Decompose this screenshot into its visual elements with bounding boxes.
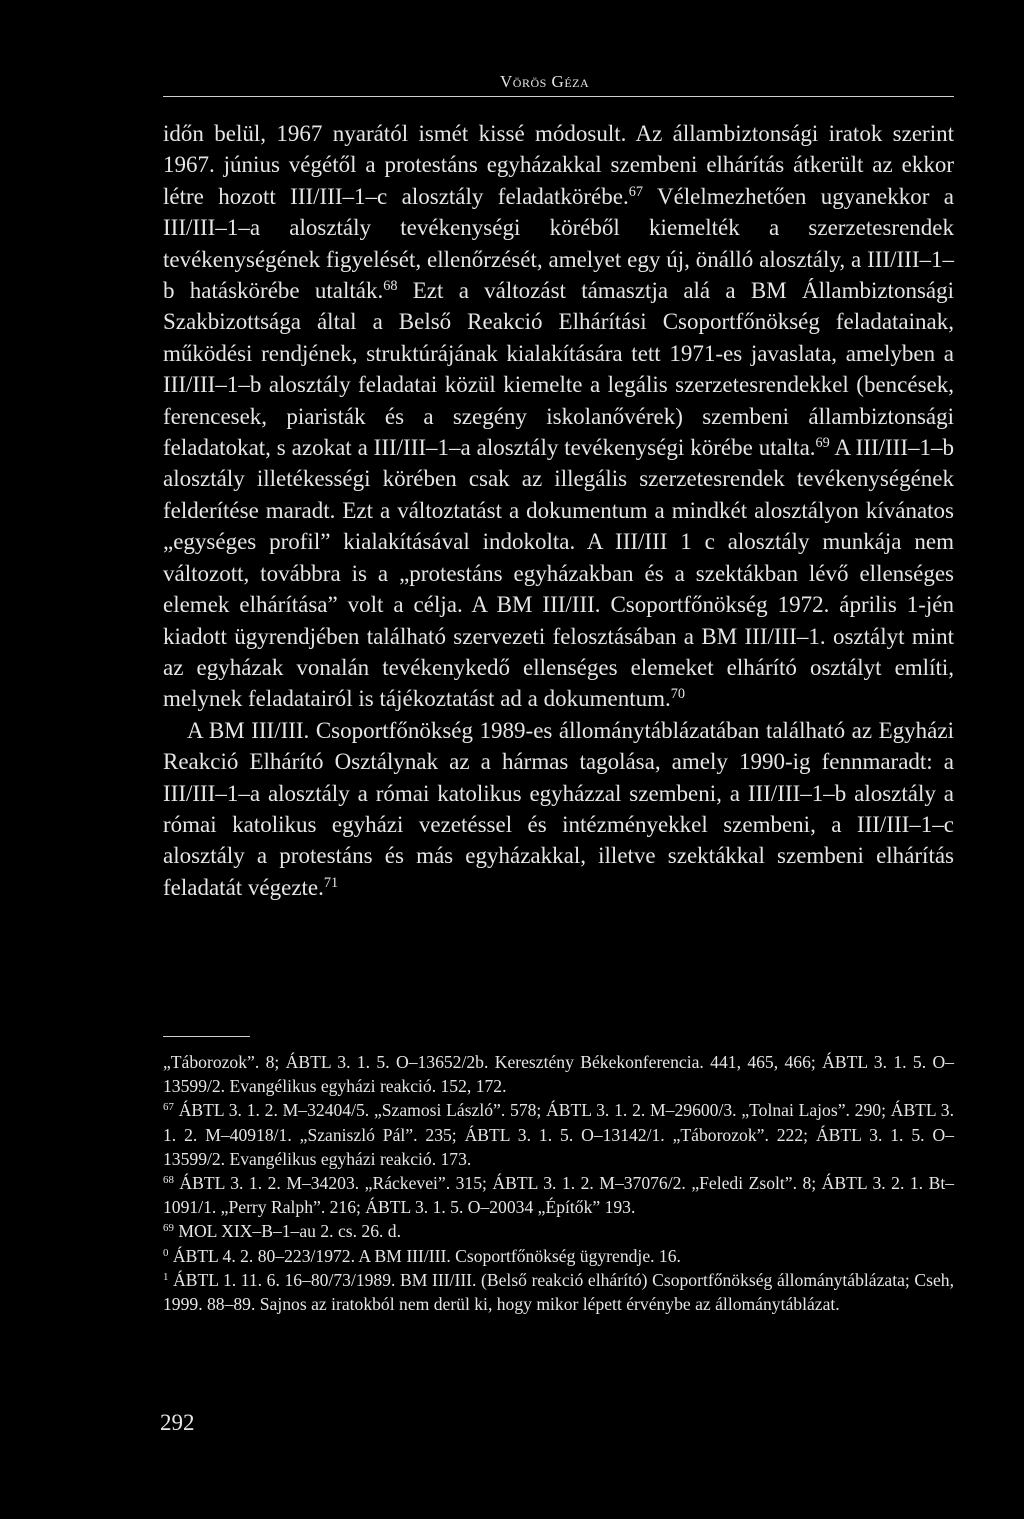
- footnote-number: 68: [163, 1174, 174, 1187]
- footnote: [163, 1219, 954, 1243]
- text-segment: időn belül, 1967 nyarától ismét kissé módosult. Az állambiztonsági iratok szerint 1967. június végétől a protestáns egyházakkal szembeni elhárítás átkerült az ekkor létre hozott III/III–1–c alosztály feladatkörébe.: [163, 121, 954, 209]
- footnote-ref[interactable]: 67: [628, 183, 643, 200]
- footnote: [163, 1268, 954, 1316]
- footnote-number: 1: [163, 1270, 169, 1283]
- paragraph: [163, 715, 954, 903]
- footnote-number: 69: [163, 1222, 174, 1235]
- paragraph: [163, 118, 954, 715]
- footnote-text: ÁBTL 3. 1. 2. M–32404/5. „Szamosi László”. 578; ÁBTL 3. 1. 2. M–29600/3. „Tolnai Lajos”. 290; ÁBTL 3. 1. 2. M–40918/1. „Szaniszló Pál”. 235; ÁBTL 3. 1. 5. O–13142/1. „Táborozok”. 222; ÁBTL 3. 1. 5. O–13599/2. Evangélikus egyházi reakció. 173.: [163, 1100, 954, 1169]
- body-text: [163, 118, 954, 903]
- footnote-text: ÁBTL 1. 11. 6. 16–80/73/1989. BM III/III. (Belső reakció elhárító) Csoportfőnökség állománytáblázata; Cseh, 1999. 88–89. Sajnos az iratokból nem derül ki, hogy mikor lépett érvénybe az állománytáblázat.: [163, 1269, 954, 1315]
- footnote: [163, 1244, 954, 1268]
- footnote-ref[interactable]: 71: [323, 874, 339, 891]
- footnote-ref[interactable]: 68: [383, 278, 398, 295]
- page-number: 292: [160, 1410, 195, 1435]
- header-rule: [163, 96, 954, 97]
- footnote-text: MOL XIX–B–1–au 2. cs. 26. d.: [178, 1221, 401, 1242]
- footnote-number: 0: [163, 1246, 169, 1259]
- footnote-ref[interactable]: 70: [670, 686, 685, 703]
- footnote-continuation: „Táborozok”. 8; ÁBTL 3. 1. 5. O–13652/2b. Keresztény Békekonferencia. 441, 465, 466; ÁBTL 3. 1. 5. O–13599/2. Evangélikus egyházi reakció. 152, 172.: [163, 1052, 954, 1097]
- footnote-rule: [163, 1036, 250, 1037]
- text-segment: Ezt a változást támasztja alá a BM Állambiztonsági Szakbizottsága által a Belső Reakció Elhárítási Csoportfőnökség feladatainak, működési rendjének, struktúrájának kialakítására tett 1971-es javaslata, amelyben a III/III–1–b alosztály feladatai közül kiemelte a legális szerzetesrendekkel (bencések, ferencesek, piaristák és a szegény iskolanővérek) szembeni állambiztonsági feladatokat, s azokat a III/III–1–a alosztály tevékenységi körébe utalta.: [163, 278, 954, 461]
- text-segment: A III/III–1–b alosztály illetékességi körében csak az illegális szerzetesrendek tevékenységének felderítése maradt. Ezt a változtatást a dokumentum a mindkét alosztályon kívánatos „egységes profil” kialakításával indokolta. A III/III 1 c alosztály munkája nem változott, továbbra is a „protestáns egyházakban és a szektákban lévő ellenséges elemek elhárítása” volt a célja. A BM III/III. Csoportfőnökség 1972. április 1-jén kiadott ügyrendjében található szervezeti felosztásában a BM III/III–1. osztályt mint az egyházak vonalán tevékenykedő ellenséges elemeket elhárító osztályt említi, melynek feladatairól is tájékoztatást ad a dokumentum.: [163, 435, 954, 712]
- footnote: [163, 1098, 954, 1171]
- footnote-number: 67: [163, 1101, 174, 1114]
- text-segment: Vélelmezhetően ugyanekkor a III/III–1–a alosztály tevékenységi köréből kiemelték a szerzetesrendek tevékenységének figyelését, ellenőrzését, amelyet egy új, önálló alosztály, a III/III–1–b hatáskörébe utalták.: [163, 183, 954, 304]
- footnote-ref[interactable]: 69: [815, 435, 830, 452]
- running-head: Vörös Géza: [500, 72, 590, 91]
- text-segment: A BM III/III. Csoportfőnökség 1989-es állománytáblázatában található az Egyházi Reakció Elhárító Osztálynak az a hármas tagolása, amely 1990-ig fennmaradt: a III/III–1–a alosztály a római katolikus egyházzal szembeni, a III/III–1–b alosztály a római katolikus egyházi vezetéssel és intézményekkel szembeni, a III/III–1–c alosztály a protestáns és más egyházakkal, illetve szektákkal szembeni elhárítás feladatát végezte.: [163, 717, 954, 900]
- footnotes: [163, 1050, 954, 1316]
- footnote-text: ÁBTL 3. 1. 2. M–34203. „Ráckevei”. 315; ÁBTL 3. 1. 2. M–37076/2. „Feledi Zsolt”. 8; ÁBTL 3. 2. 1. Bt–1091/1. „Perry Ralph”. 216; ÁBTL 3. 1. 5. O–20034 „Építők” 193.: [163, 1173, 955, 1218]
- footnote: [163, 1171, 954, 1219]
- footnote-text: ÁBTL 4. 2. 80–223/1972. A BM III/III. Csoportfőnökség ügyrendje. 16.: [172, 1245, 681, 1266]
